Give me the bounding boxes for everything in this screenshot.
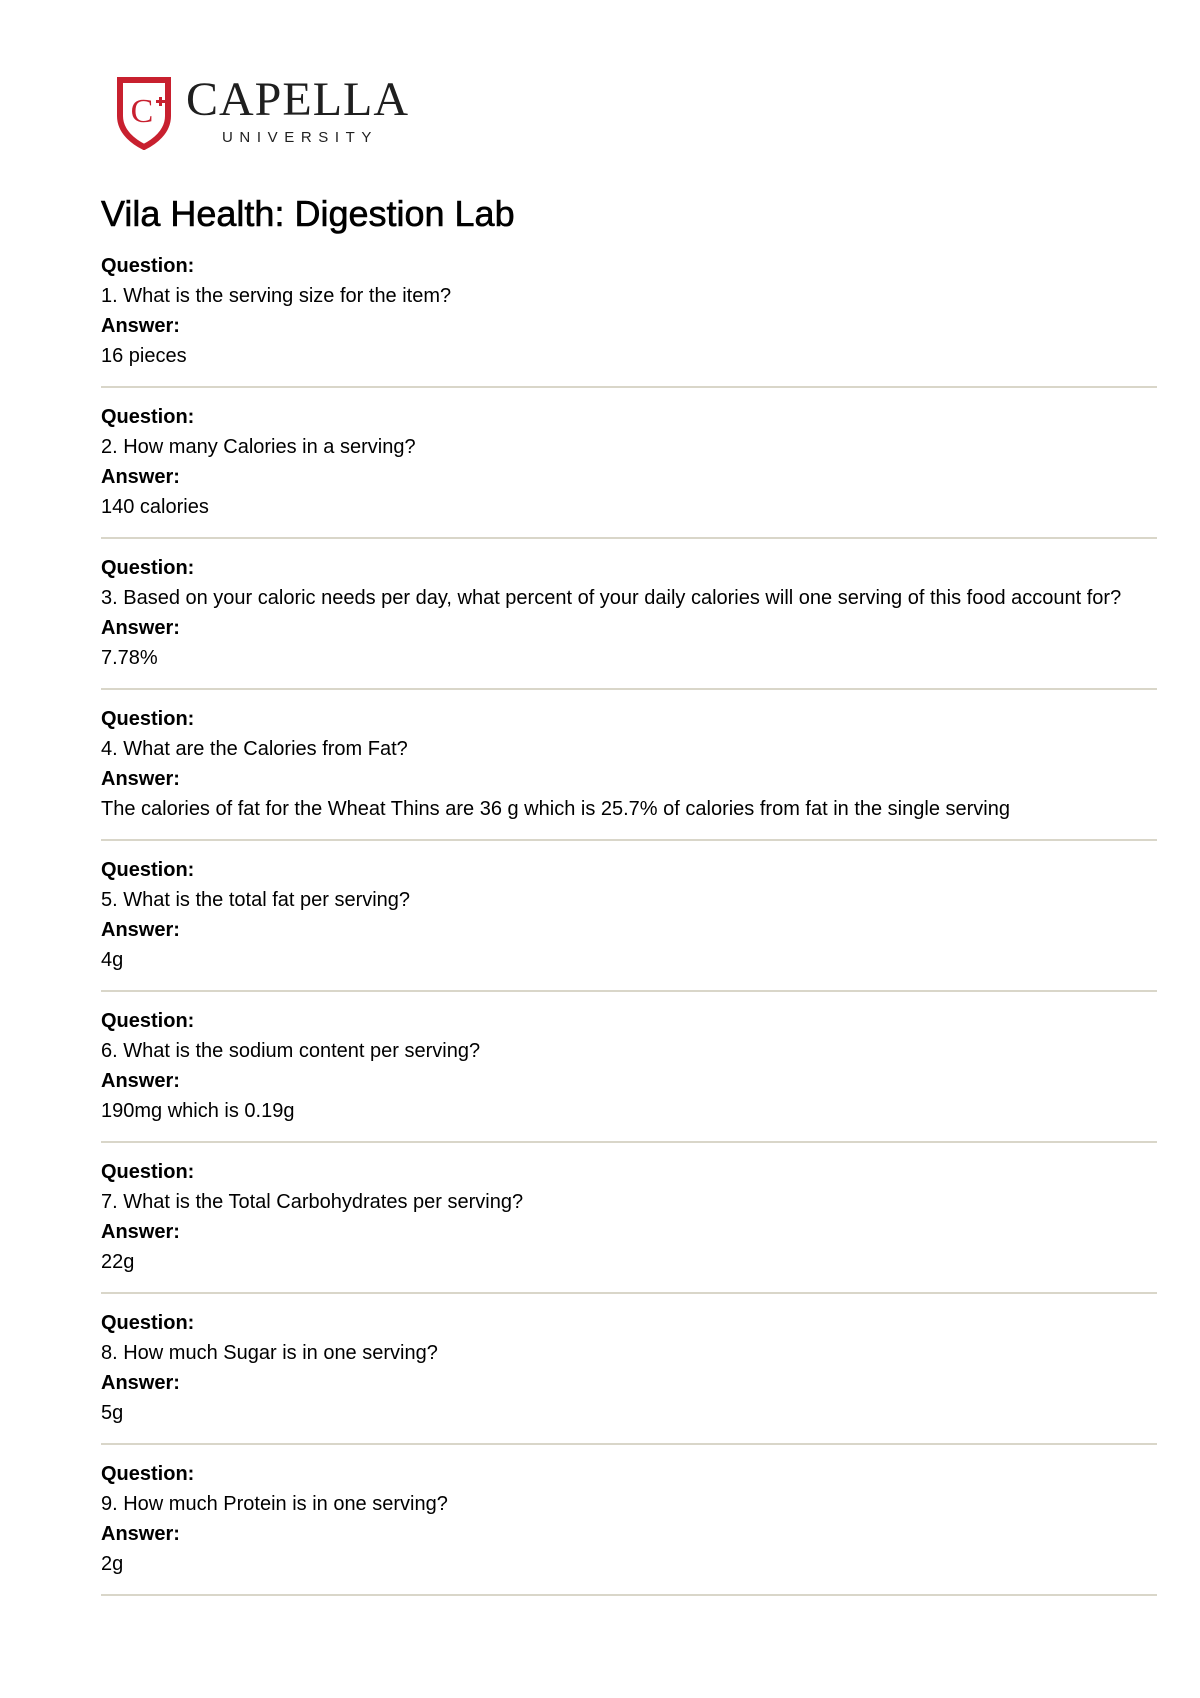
qa-item — [101, 251, 1157, 388]
question-text: 8. How much Sugar is in one serving? — [101, 1342, 438, 1364]
answer-text: The calories of fat for the Wheat Thins are 36 g which is 25.7% of calories from fat in the single serving — [101, 798, 1010, 820]
answer-text: 4g — [101, 949, 124, 971]
answer-label: Answer: — [101, 1221, 180, 1243]
capella-shield-icon — [116, 76, 172, 150]
answer-text: 16 pieces — [101, 345, 187, 367]
question-text: 5. What is the total fat per serving? — [101, 889, 411, 911]
answer-text: 22g — [101, 1251, 135, 1273]
page-title: Vila Health: Digestion Lab — [101, 193, 515, 234]
qa-item — [101, 1006, 1157, 1143]
answer-label: Answer: — [101, 919, 180, 941]
question-label: Question: — [101, 1463, 195, 1485]
answer-label: Answer: — [101, 1070, 180, 1092]
logo-wordmark: CAPELLA — [186, 73, 409, 126]
qa-item — [101, 402, 1157, 539]
answer-label: Answer: — [101, 768, 180, 790]
qa-list — [101, 251, 1157, 1596]
answer-text: 7.78% — [101, 647, 158, 669]
question-label: Question: — [101, 859, 195, 881]
answer-text: 2g — [101, 1553, 124, 1575]
qa-item — [101, 553, 1157, 690]
answer-label: Answer: — [101, 617, 180, 639]
question-label: Question: — [101, 557, 195, 579]
qa-item — [101, 1308, 1157, 1445]
question-text: 9. How much Protein is in one serving? — [101, 1493, 448, 1515]
answer-text: 140 calories — [101, 496, 209, 518]
qa-item — [101, 855, 1157, 992]
svg-text:C: C — [130, 93, 154, 130]
question-text: 2. How many Calories in a serving? — [101, 436, 416, 458]
question-label: Question: — [101, 255, 195, 277]
answer-label: Answer: — [101, 1372, 180, 1394]
question-label: Question: — [101, 1161, 195, 1183]
question-label: Question: — [101, 1010, 195, 1032]
document-page — [101, 73, 1157, 1610]
qa-item — [101, 1459, 1157, 1596]
question-text: 6. What is the sodium content per serving? — [101, 1040, 481, 1062]
question-label: Question: — [101, 1312, 195, 1334]
answer-text: 190mg which is 0.19g — [101, 1100, 295, 1122]
answer-label: Answer: — [101, 1523, 180, 1545]
qa-item — [101, 704, 1157, 841]
logo-subtitle: UNIVERSITY — [222, 129, 379, 146]
qa-item — [101, 1157, 1157, 1294]
question-text: 1. What is the serving size for the item? — [101, 285, 452, 307]
question-text: 4. What are the Calories from Fat? — [101, 738, 408, 760]
answer-label: Answer: — [101, 315, 180, 337]
question-text: 7. What is the Total Carbohydrates per serving? — [101, 1191, 524, 1213]
capella-logo — [101, 73, 1157, 154]
question-label: Question: — [101, 708, 195, 730]
question-label: Question: — [101, 406, 195, 428]
answer-text: 5g — [101, 1402, 124, 1424]
answer-label: Answer: — [101, 466, 180, 488]
question-text: 3. Based on your caloric needs per day, what percent of your daily calories will one serving of this food account for? — [101, 587, 1122, 609]
